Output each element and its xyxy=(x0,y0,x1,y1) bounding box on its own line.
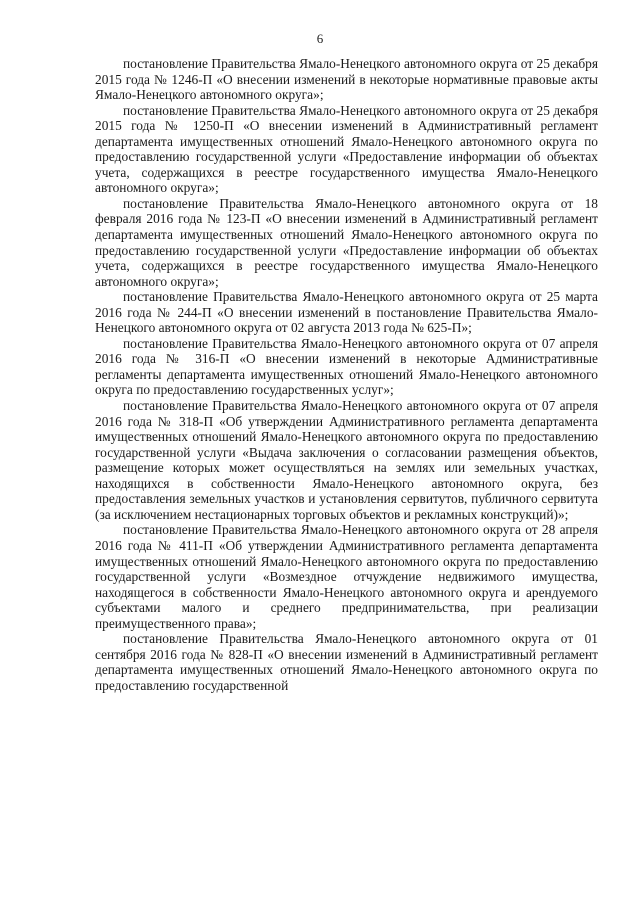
paragraph-resolution-244: постановление Правительства Ямало-Ненецкого автономного округа от 25 марта 2016 года № 244-П «О внесении изменений в постановление Правительства Ямало-Ненецкого автономного округа от 02 августа 2013 года № 625-П»; xyxy=(95,289,598,336)
paragraph-resolution-318: постановление Правительства Ямало-Ненецкого автономного округа от 07 апреля 2016 года № 318-П «Об утверждении Административного регламента департамента имущественных отношений Ямало-Ненецкого автономного округа по предоставлению государственной услуги «Выдача заключения о согласовании размещения объектов, размещение которых может осуществляться на землях или земельных участках, находящихся в собственности Ямало-Ненецкого автономного округа, без предоставления земельных участков и установления сервитутов, публичного сервитута (за исключением нестационарных торговых объектов и рекламных конструкций)»; xyxy=(95,398,598,522)
paragraph-resolution-828: постановление Правительства Ямало-Ненецкого автономного округа от 01 сентября 2016 года № 828-П «О внесении изменений в Административный регламент департамента имущественных отношений Ямало-Ненецкого автономного округа по предоставлению государственной xyxy=(95,631,598,693)
paragraph-resolution-316: постановление Правительства Ямало-Ненецкого автономного округа от 07 апреля 2016 года № 316-П «О внесении изменений в некоторые Административные регламенты департамента имущественных отношений Ямало-Ненецкого автономного округа по предоставлению государственных услуг»; xyxy=(95,335,598,398)
document-body xyxy=(95,56,598,693)
paragraph-resolution-411: постановление Правительства Ямало-Ненецкого автономного округа от 28 апреля 2016 года № 411-П «Об утверждении Административного регламента департамента имущественных отношений Ямало-Ненецкого автономного округа по предоставлению государственной услуги «Возмездное отчуждение недвижимого имущества, находящегося в собственности Ямало-Ненецкого автономного округа и арендуемого субъектами малого и среднего предпринимательства, при реализации преимущественного права»; xyxy=(95,522,598,631)
paragraph-resolution-1250: постановление Правительства Ямало-Ненецкого автономного округа от 25 декабря 2015 года № 1250-П «О внесении изменений в Административный регламент департамента имущественных отношений Ямало-Ненецкого автономного округа по предоставлению государственной услуги «Предоставление информации об объектах учета, содержащихся в реестре государственного имущества Ямало-Ненецкого автономного округа»; xyxy=(95,102,598,196)
paragraph-resolution-123: постановление Правительства Ямало-Ненецкого автономного округа от 18 февраля 2016 года № 123-П «О внесении изменений в Административный регламент департамента имущественных отношений Ямало-Ненецкого автономного округа по предоставлению государственной услуги «Предоставление информации об объектах учета, содержащихся в реестре государственного имущества Ямало-Ненецкого автономного округа»; xyxy=(95,195,598,289)
paragraph-resolution-1246: постановление Правительства Ямало-Ненецкого автономного округа от 25 декабря 2015 года № 1246-П «О внесении изменений в некоторые нормативные правовые акты Ямало-Ненецкого автономного округа»; xyxy=(95,56,598,103)
page-number: 6 xyxy=(316,31,324,46)
